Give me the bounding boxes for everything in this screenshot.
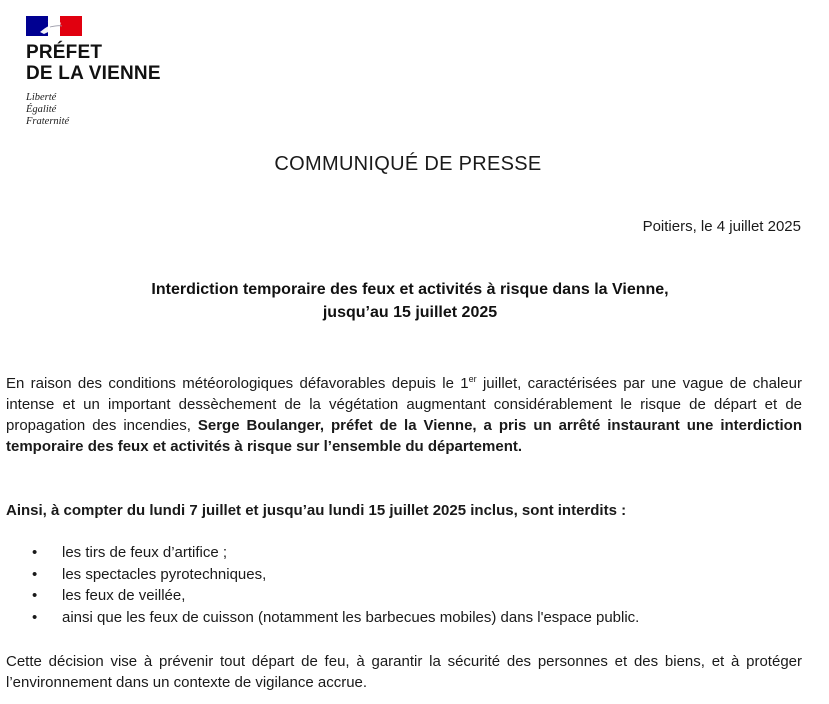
document-type-title: COMMUNIQUÉ DE PRESSE: [274, 153, 542, 175]
place-date: Poitiers, le 4 juillet 2025: [642, 218, 801, 235]
motto-egalite: Égalité: [26, 104, 57, 115]
prefecture-name-line1: PRÉFET: [26, 42, 103, 63]
list-item: [28, 607, 639, 629]
intro-paragraph: [6, 373, 802, 457]
list-item-text: les spectacles pyrotechniques,: [62, 565, 267, 583]
intro-bold-decision: Serge Boulanger, préfet de la Vienne, a pris un arrêté instaurant une interdiction temporaire des feux et activités à risque sur l’ensemble du département.: [6, 417, 803, 455]
list-item-text: les feux de veillée,: [62, 587, 186, 604]
prefecture-name-line2: DE LA VIENNE: [26, 63, 161, 84]
intro-text-a: En raison des conditions météorologiques défavorables depuis le 1: [6, 375, 469, 392]
list-item: [28, 542, 639, 564]
prefecture-header: [26, 16, 161, 128]
press-release-headline: [60, 278, 760, 324]
bullet-icon: •: [32, 587, 38, 604]
marianne-emblem-icon: [26, 16, 82, 36]
intro-text-b: juillet, caractérisées par une vague de chaleur intense et un important dessèchement de la végétation augmentant considérablement le risque de départ et de propagation des incendies,: [6, 375, 802, 434]
list-item-text: les tirs de feux d’artifice ;: [62, 544, 228, 561]
prefecture-name: [26, 42, 161, 84]
closing-paragraph: Cette décision vise à prévenir tout départ de feu, à garantir la sécurité des personnes et des biens, et à protéger l’environnement dans un contexte de vigilance accrue.: [6, 653, 802, 691]
motto-fraternite: Fraternité: [26, 116, 70, 127]
list-item-text: ainsi que les feux de cuisson (notamment les barbecues mobiles) dans l'espace public.: [62, 608, 640, 626]
list-item: [28, 564, 639, 586]
republic-motto: [26, 92, 161, 128]
list-item: [28, 585, 639, 607]
ordinal-superscript: er: [468, 374, 477, 384]
headline-line1: Interdiction temporaire des feux et activités à risque dans la Vienne,: [151, 281, 669, 298]
prohibition-intro: Ainsi, à compter du lundi 7 juillet et jusqu’au lundi 15 juillet 2025 inclus, sont interdits :: [6, 502, 627, 519]
headline-line2: jusqu’au 15 juillet 2025: [322, 304, 498, 321]
bullet-icon: •: [32, 565, 38, 583]
prohibited-activities-list: [28, 542, 639, 628]
bullet-icon: •: [32, 544, 38, 561]
bullet-icon: •: [32, 608, 38, 626]
motto-liberte: Liberté: [26, 92, 57, 103]
